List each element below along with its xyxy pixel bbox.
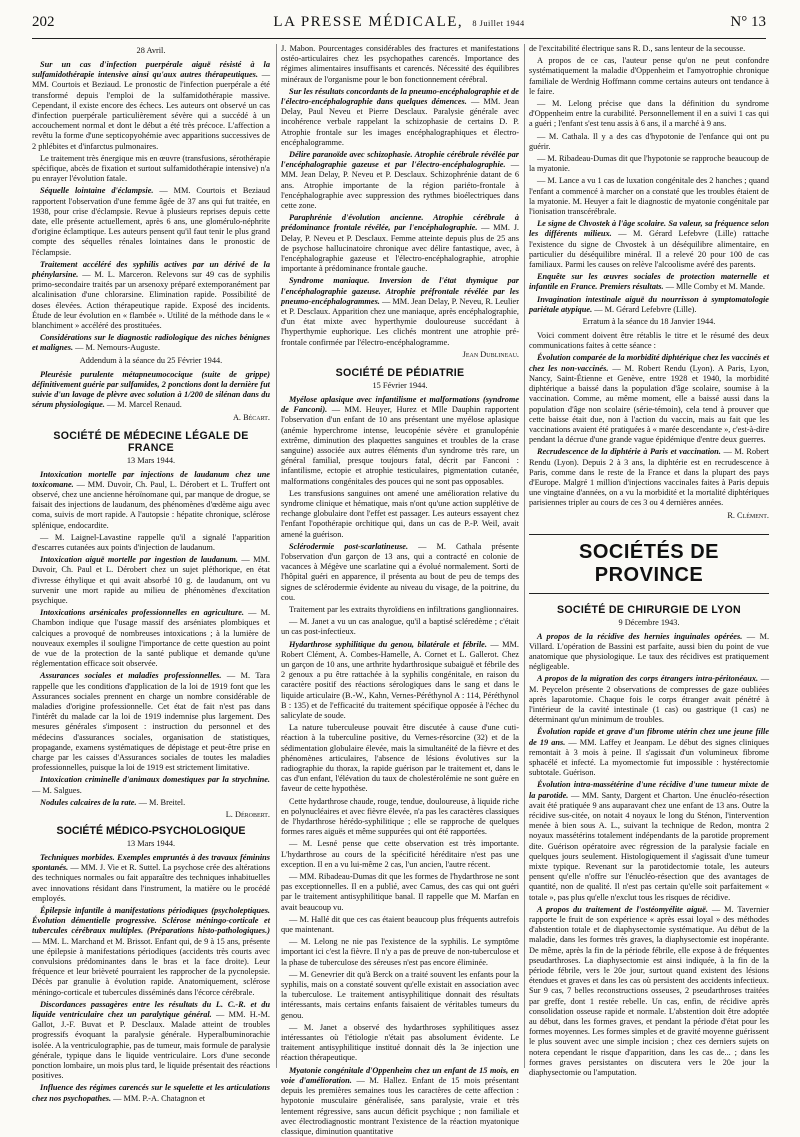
paragraph: Les transfusions sanguines ont amené une amélioration relative du syndrome clinique et hématique, mais n'ont qu'une action supplétive de rechange globulaire dont l'effet est passager. Les auteurs essayent chez l'enfant l'opothérapie orchitique qui, dans un cas de P.-P. Weil, avait amené la guérison. (281, 488, 519, 539)
issue-date: 8 Juillet 1944 (472, 19, 525, 28)
paragraph: de l'excitabilité électrique sans R. D., sans lenteur de la secousse. (529, 44, 746, 53)
session-date: 13 Mars 1944. (126, 455, 176, 465)
journal-title: LA PRESSE MÉDICALE, (273, 14, 464, 30)
article: Myélose aplasique avec infantilisme et malformations (syndrome de Fanconi). — MM. Heuyer, Hurez et Mlle Dauphin rapportent l'observation d'un enfant de 10 ans présentant une myélose aplasique (anémie hyperchrome intense, leucopénie sévère et granulopénie extrême, diminution des plaquettes sanguines et troubles de la crase sanguine) associée aux autres éléments d'un syndrome très rare, un général familial, presque toujours fatal, décrit par Fanconi : infantilisme, ectopie et atrophie testiculaires, pigmentation cutanée, malformations congénitales des pouces qui ne sont pas opposables. (281, 394, 520, 486)
article: Considérations sur le diagnostic radiologique des niches bénignes et malignes. — M. Nemours-Auguste. (32, 333, 270, 353)
article: Évolution comparée de la morbidité diphtérique chez les vaccinés et chez les non-vaccinés. — M. Robert Rendu (Lyon). A Paris, Lyon, Nancy, Saint-Étienne et Genève, entre 1928 et 1940, la morbidité diphtérique a baissé dans la population d'âge scolaire, soumise à la vaccination. Comme, au même moment, elle a baissé aussi dans la population d'âge non scolaire (série-témoin), cela tend à prouver que cette baisse était due, non à l'action du vaccin, mais au fait que les vaccinations avaient été pratiquées à « marée descendante », c'est-à-dire pendant la décrue d'une grande vague épidémique d'entre deux guerres. (529, 353, 769, 445)
paragraph: — M. Hallé dit que ces cas étaient beaucoup plus fréquents autrefois que maintenant. (281, 914, 519, 935)
section-heading: SOCIÉTÉ DE CHIRURGIE DE LYON (556, 603, 741, 616)
session-date: 9 Décembre 1943. (618, 617, 680, 627)
article: Assurances sociales et maladies professionnelles. — M. Tara rappelle que les conditions d'application de la loi de 1919 font que les Assurances sociales prennent en charge un nombre considérable de maladies d'origine professionnelle. Cet état de fait n'est pas dans l'intérêt du malade car la loi de 1919 indemnise plus largement. Des mesures générales s'imposent : instruction du personnel et des médecins d'assurances sociales, organisation de statistiques, propagande, examens systématiques de dépistage et peut-être prise en charge par les caisses d'Assurances sociales de toutes les maladies professionnelles, puisque la loi de 1919 est strictement limitative. (32, 671, 270, 773)
article: Sur les résultats concordants de la pneumo-encéphalographie et de l'électro-encéphalographie dans quelques démences. — MM. Jean Delay, Paul Neveu et Pierre Desclaux. Paralysie générale avec incohérence verbale rappelant la schizophasie de certains D. P. Atrophie frontale sur les images encéphalographiques et électro-encéphalogramme. (281, 86, 520, 147)
erratum-heading: Erratum à la séance du 18 Janvier 1944. (582, 317, 716, 327)
article: Influence des régimes carencés sur le squelette et les articulations chez nos psychopathes. — MM. P.-A. Chatagnon et (32, 1083, 270, 1103)
signature: L. Dérobert. (225, 810, 270, 819)
article: Sclérodermie post-scarlatineuse. — M. Cathala présente l'observation d'un garçon de 13 ans, qui a contracté en colonie de vacances à Mégève une scarlatine qui a évolué normalement. Sorti de l'hôpital guéri en apparence, il présenta au bout de peu de temps des signes de sclérodermie évidente au niveau du visage, de la poitrine, du cou. (281, 541, 519, 602)
signature: Jean Dublineau. (462, 349, 519, 359)
paragraph: — M. Lelong précise que dans la définition du syndrome d'Oppenheim entre la curabilité. Personnellement il en a suivi 1 cas qui a guéri ; l'enfant s'est tenu assis à 6 ans, il a marché à 9 ans. (529, 99, 769, 129)
paragraph: A propos de ce cas, l'auteur pense qu'on ne peut confondre systématiquement la maladie d'Oppenheim et l'amyotrophie chronique familiale de Werdnig Hoffmann comme certains auteurs ont tendance à le faire. (529, 56, 769, 96)
article: Sur un cas d'infection puerpérale aiguë résisté à la sulfamidothérapie intensive ainsi qu'aux autres thérapeutiques. — MM. Courtois et Beziaud. Le pronostic de l'infection puerpérale a été transformé depuis l'emploi de la sulfamidothérapie massive. Cependant, il existe encore des échecs. Les auteurs ont observé un cas d'infection puerpérale particulièrement sévère qui a succédé à un accouchement normal et dont le début a été très précoce. L'affection a revêtu la forme d'une septicopyohémie avec apparitions successives de 2 phlébites et d'infarctus pulmonaires. (32, 60, 270, 151)
column-1 (32, 44, 271, 1103)
article: Séquelle lointaine d'éclampsie. — MM. Courtois et Beziaud rapportent l'observation d'une femme âgée de 37 ans qui fut traitée, en 1938, pour crise d'éclampsie. Revue à plusieurs reprises depuis cette date, elle présente actuellement, après 6 ans, une glomérulo-néphrite d'origine éclamptique. Les auteurs pensent qu'il faut tenir le plus grand compte des séquelles rénales lointaines dans le pronostic de l'éclampsie. (32, 186, 270, 257)
addendum: Addendum à la séance du 25 Février 1944. (79, 355, 223, 365)
paragraph: — M. Lelong ne nie pas l'existence de la syphilis. Le symptôme important ici c'est la fièvre. Il n'y a pas de preuve de non-tuberculose et la phase de tuberculose des séreuses n'est pas encore éliminée. (281, 937, 519, 967)
paragraph: — M. Janet a vu un cas analogue, qu'il a baptisé scléredème ; c'était un cas post-infectieux. (281, 617, 519, 637)
paragraph: Cette hydarthrose chaude, rouge, tendue, douloureuse, à liquide riche en polynucléaires et avec fièvre élevée, n'a pas les caractères classiques de l'hydarthrose hérédo-syphilitique ; elle se rapproche de quelques formes rares aiguës et même suppurées qui ont été rapportées. (281, 796, 519, 837)
article: Intoxication aiguë mortelle par ingestion de laudanum. — MM. Duvoir, Ch. Paul et L. Dérobert chez un sujet pléthorique, en état d'ivresse éthylique et qui avait absorbé 10 g. de laudanum, ont vu survenir une mort rapide au milieu de phénomènes d'excitation psychique. (32, 555, 270, 605)
article: Nodules calcaires de la rate. — M. Breitel. (40, 797, 186, 807)
article: A propos de la migration des corps étrangers intra-péritonéaux. — M. Peycelon présente 2 observations de compresses de gaze oubliées après laparotomie. Chaque fois le corps étranger avait pénétré à l'intérieur de la cavité intestinale (1 cas) ou gastrique (1 cas) ne déterminant qu'un minimum de troubles. (529, 674, 769, 725)
article: Recrudescence de la diphtérie à Paris et vaccination. — M. Robert Rendu (Lyon). Depuis 2 à 3 ans, la diphtérie est en recrudescence à Paris, comme dans le reste de la France et dans la plupart des pays d'Europe. Malgré 1 million d'injections vaccinales faites à Paris depuis une vingtaine d'années, on a vu la morbidité et la mortalité diphtériques parisiennes tripler au cours de ces 3 ou 4 dernières années. (529, 447, 770, 508)
paragraph: — M. Genevrier dit qu'à Berck on a traité souvent les enfants pour la syphilis, mais on a constaté souvent qu'elle existait en association avec la tuberculose. Le traitement antisyphilitique donnait des résultats intéressants, mais certains enfants faisaient de véritables tumeurs du genou. (281, 969, 519, 1020)
column-rule (276, 44, 277, 1068)
article: Paraphrénie d'évolution ancienne. Atrophie cérébrale à prédominance frontale révélée, par l'encéphalographie. — MM. J. Delay, P. Neveu et P. Desclaux. Femme atteinte depuis plus de 25 ans de psychose hallucinatoire chronique avec délire fantastique, avec, à l'encéphalographie gazeuse et l'électro-encéphalographie, atrophie importante à prédominance frontale gauche. (281, 213, 520, 274)
article: A propos du traitement de l'ostéomyélite aiguë. — M. Tavernier rapporte le fruit de son expérience « après essai loyal » des méthodes d'abstention totale et de diaphysectomie systématique. Au début de la maladie, dans les formes très graves, la diaphysectomie est inopérante. De même, après la fin de la période fébrile, elle expose à de fréquentes pseudarthroses. La diaphysectomie est ainsi indiquée, à la fin de la période fébrile, vers le 20e jour, surtout quand existent des lésions étendues et graves et dans les cas où persistent des accidents infectieux. Sur 9 cas, 7 belles reconstructions osseuses, 2 pseudarthroses traitées par greffe, dont 1 restée rebelle. Un cas, enfin, de récidive après consolidation osseuse rapide et normale. L'abstention doit être adoptée au début, dans les formes graves, et pendant la période d'état pour les formes moyennes. Les formes simples et de gravité moyenne guérissent le plus souvent avec une simple incision ; chez ces derniers sujets on notera cependant le risque d'apparition, dans les cas de... ; dans les formes graves persistantes on discutera vers le 20e jour la diaphysectomie ou l'amputation. (529, 904, 769, 1078)
article: Invagination intestinale aiguë du nourrisson à symptomatologie pariétale atypique. — M. Gérard Lefebvre (Lille). (529, 294, 769, 314)
article: Traitement accéléré des syphilis actives par un dérivé de la phénylarsine. — M. L. Marceron. Relevons sur 49 cas de syphilis primo-secondaire traités par un arsenoxy préparé extemporanément par alcalinisation d'une chlorarsine. Elimination rapide. Possibilité de doses élevées. Action thérapeutique rapide. Exposé des incidents. Étude de leur évolution en « flambée ». Utilité de la méthode dans le « blanchiment » accéléré des prostituées. (32, 259, 270, 331)
article: Enquête sur les œuvres sociales de protection maternelle et infantile en France. Premiers résultats. — Mlle Comby et M. Mande. (529, 272, 769, 292)
article: Syndrome maniaque. Inversion de l'état thymique par l'encéphalographie gazeuse. Atrophie préfrontale révélée par les pneumo-encéphalogrammes. — MM. Jean Delay, P. Neveu, R. Leulier et P. Desclaux. Apparition chez une maniaque, après encéphalographie, d'un état mixte avec hyperthymie douloureuse succédant à l'hyperthymie euphorique. Les clichés montrent une atrophie pré-frontale confirmée par l'électro-encéphalogramme. (281, 276, 520, 347)
page-number: 202 (32, 14, 55, 30)
session-date: 15 Février 1944. (372, 380, 428, 390)
paragraph: — M. Cathala. Il y a des cas d'hypotonie de l'enfance qui ont pu guérir. (529, 131, 769, 151)
page-header (32, 12, 766, 39)
section-heading: SOCIÉTÉ DE MÉDECINE LÉGALE DE FRANCE (53, 429, 249, 454)
article: Techniques morbides. Exemples empruntés à des travaux féminins spontanés. — MM. J. Vie et R. Suttel. La psychose crée des altérations des techniques normales ou fait apparaître des techniques inhabituelles avec innovations résidant dans l'instrument, la matière ou le procédé employés. (32, 853, 270, 903)
article: Le signe de Chvostek à l'âge scolaire. Sa valeur, sa fréquence selon les différents milieux. — M. Gérard Lefebvre (Lille) rattache l'existence du signe de Chvostek à un déséquilibre alimentaire, en particulier du déséquilibre minéral. Il a relevé 20 pour 100 de cas familiaux. Parmi les causes on relève l'alcoolisme avéré des parents. (529, 219, 769, 270)
article: Hydarthrose syphilitique du genou, bilatérale et fébrile. — MM. Robert Clément, A. Combes-Hamelle, A. Cornet et L. Gallerot. Chez un garçon de 10 ans, une arthrite hydarthrosique subaiguë et fébrile des 2 genoux a pu être rattachée à la syphilis congénitale, en raison du caractère positif des réactions sérologiques dans le sang et dans le liquide articulaire (B.-W., Kahn, Vernes-Péréthynol A : 114, Péréthynol B : 135) et de l'efficacité du traitement spécifique opposée à l'échec du salicylate de soude. (281, 639, 519, 720)
article: Évolution rapide et grave d'un fibrome utérin chez une jeune fille de 19 ans. — MM. Laffey et Jeanpam. Le début des signes cliniques remontait à 3 mois à peine. Il s'agissait d'un volumineux fibrome sphacélé et infecté. La myomectomie fut impossible : hystérectomie subtotale. Guérison. (529, 727, 770, 778)
paragraph: Le traitement très énergique mis en œuvre (transfusions, sérothérapie spécifique, abcès de fixation et surtout sulfamidothérapie intensive) n'a pu enrayer l'évolution fatale. (32, 153, 270, 184)
session-date: 13 Mars 1944. (126, 839, 176, 848)
paragraph: Voici comment doivent être rétablis le titre et le résumé des deux communications faites à cette séance : (529, 331, 769, 351)
section-heading: SOCIÉTÉ MÉDICO-PSYCHOLOGIQUE (56, 825, 246, 837)
paragraph: — MM. Ribadeau-Dumas dit que les formes de l'hydarthrose ne sont pas exceptionnelles. Il en a publié, avec Camus, des cas qui ont guéri par le traitement antisyphilitique banal. Il rappelle que M. Marfan en avait beaucoup vu. (281, 872, 519, 912)
signature: A. Bécart. (232, 412, 270, 422)
issue-number: N° 13 (730, 14, 766, 30)
paragraph: — M. Lance a vu 1 cas de luxation congénitale des 2 hanches ; quand l'enfant a commencé à marcher on a constaté que les troubles étaient de la myatonie. M. Heuyer a fait le diagnostic de myatonie congénitale par l'ionisation transcérébrale. (529, 176, 769, 217)
article: Délire paranoïde avec schizophasie. Atrophie cérébrale révélée par l'encéphalographie gazeuse et par l'électro-encéphalographie. — MM. Jean Delay, P. Neveu et P. Desclaux. Schizophrénie datant de 6 ans. Atrophie importante de la région pariéto-frontale à l'encéphalographie avec suppression des rythmes bioélectriques dans cette zone. (281, 150, 520, 211)
article: Discordances passagères entre les résultats du L. C.-R. et du liquide ventriculaire chez un paralytique général. — MM. H.-M. Gallot, J.-F. Buvat et P. Desclaux. Malade atteint de troubles progressifs évoquant la paralysie générale. Hyperalbuminorachie isolée. A la ventriculographie, pas de tumeur, mais formule de paralysie générale, typique dans le liquide ventriculaire. Lors d'une seconde ponction lombaire, un mois plus tard, le liquide présentait des réactions positives. (32, 999, 270, 1081)
session-date: 28 Avril. (136, 46, 166, 55)
column-rule (524, 44, 525, 1068)
article: Myatonie congénitale d'Oppenheim chez un enfant de 15 mois, en voie d'amélioration. — M. Hallez. Enfant de 15 mois présentant depuis les premières semaines tous les caractères de cette affection : hypotonie musculaire généralisée, sans paralysie, vraie et très lentement régressive, sans aucun déficit psychique ; non familiale et avec électrodiagnostic montrant l'existence de la réaction myatonique classique, diminution quantitative (281, 1065, 519, 1136)
signature: R. Clément. (727, 510, 769, 520)
column-2 (281, 44, 520, 1136)
paragraph: J. Mabon. Pourcentages considérables des fractures et manifestations ostéo-articulaires chez les psychopathes carencés. Importance des régimes alimentaires insuffisants et carencés. Nécessité des équilibres minéraux de l'organisme pour le bon fonctionnement cérébral. (281, 44, 519, 84)
article: Intoxications arsénicales professionnelles en agriculture. — M. Chambon indique que l'usage massif des arséniates plombiques et calciques a provoqué de nombreuses intoxications ; à la lumière de nouveaux exemples il souligne l'importance de cette question au point de vue de la protection de la santé publique et demande qu'une réglementation efficace soit observée. (32, 608, 271, 669)
article: Évolution intra-massétérine d'une récidive d'une tumeur mixte de la parotide. — MM. Santy, Dargent et Charton. Une énucléo-résection avait été pratiquée 9 ans auparavant chez une enfant de 13 ans. Outre la récidive sus-citée, on notait 4 noyaux le long du Sténon, l'intervention menée à bien sous A. L., suivant la technique de Redon, montra 2 noyaux massétérins totalement indépendants de la parotide proprement dite. Guérison opératoire avec régression de la paralysie faciale en quelques jours seulement. Histologiquement il s'agissait d'une tumeur mixte typique. Revenant sur la parotidectomie totale, les auteurs pensent qu'elle n'offre sur l'énucléo-résection que des avantages de quantité, non de qualité. Il n'est pas certain qu'elle soit parfaitement « totale », pas plus qu'elle n'exclut tous les risques de récidive. (529, 780, 770, 902)
section-heading: SOCIÉTÉ DE PÉDIATRIE (335, 366, 465, 379)
article: Pleurésie purulente métapneumococique (suite de grippe) définitivement guérie par sulfamides, 2 ponctions dont la dernière fut suivie d'un lavage de plèvre avec solution à 1/200 de silénan dans du sérum physiologique. — M. Marcel Renaud. (32, 369, 270, 410)
article: Intoxication mortelle par injections de laudanum chez une toxicomane. — MM. Duvoir, Ch. Paul, L. Dérobert et L. Truffert ont observé, chez une ancienne héroïnomane qui, par manque de drogue, se faisait des injections de laudanum, des phénomènes d'œdème aigu avec coma, suivis de mort rapide. A l'autopsie : hépatite chronique, sclérose splénique, endocardite. (32, 469, 271, 530)
article: Épilepsie infantile à manifestations périodiques (psycholeptiques. Évolution démentielle progressive. Sclérose méningo-corticale et tubercules cérébraux multiples. (Préparations histo-pathologiques.) — MM. L. Marchand et M. Brissot. Enfant qui, de 9 à 15 ans, présente une épilepsie à manifestations périodiques (accidents très courts avec convulsions prédominantes dans le bras et la face droite). Leur fréquence et leur brièveté pourraient les rapprocher de la pycnolepsie. Décès par granulie à évolution rapide. Anatomiquement, sclérose méningo-corticale et tubercules disséminés dans l'écorce cérébrale. (32, 906, 271, 997)
section-banner: SOCIÉTÉS DE PROVINCE (529, 534, 769, 594)
column-3 (529, 44, 770, 1078)
paragraph: — M. Laignel-Lavastine rappelle qu'il a signalé l'apparition d'escarres cutanées aux points d'injection de laudanum. (32, 532, 270, 552)
journal-masthead (32, 14, 766, 31)
article: Intoxication criminelle d'animaux domestiques par la strychnine. — M. Salgues. (32, 775, 270, 795)
paragraph: Traitement par les extraits thyroïdiens en infiltrations ganglionnaires. (289, 604, 519, 614)
paragraph: La nature tuberculeuse pouvait être discutée à cause d'une cuti-réaction à la tuberculine positive, du Vernes-résorcine (32) et de la sédimentation globulaire élevée, mais la simultanéité de la fièvre et des phénomènes articulaires, l'absence de lésions évolutives sur la radiographie du thorax, la rapide guérison par le traitement et, dans le cas d'un enfant, l'élévation du taux de cholestérolémie ne sont guère en faveur de cette hypothèse. (281, 723, 519, 794)
paragraph: — M. Lesné pense que cette observation est très importante. L'hydarthrose au cours de la spécificité héréditaire n'est pas une exception. Il en a vu lui-même 2 cas, l'un ancien, l'autre récent. (281, 839, 519, 869)
article: A propos de la récidive des hernies inguinales opérées. — M. Villard. L'opération de Bassini est parfaite, aussi bien du point de vue anatomique que physiologique. Le taux des récidives est pratiquement négligeable. (529, 631, 770, 672)
paragraph: — M. Janet a observé des hydarthroses syphilitiques assez intéressantes où l'étiologie n'était pas absolument évidente. Le traitement antisyphilitique institué donnait dès la 3e injection une réaction thérapeutique. (281, 1022, 519, 1063)
paragraph: — M. Ribadeau-Dumas dit que l'hypotonie se rapproche beaucoup de la myatonie. (529, 154, 769, 174)
